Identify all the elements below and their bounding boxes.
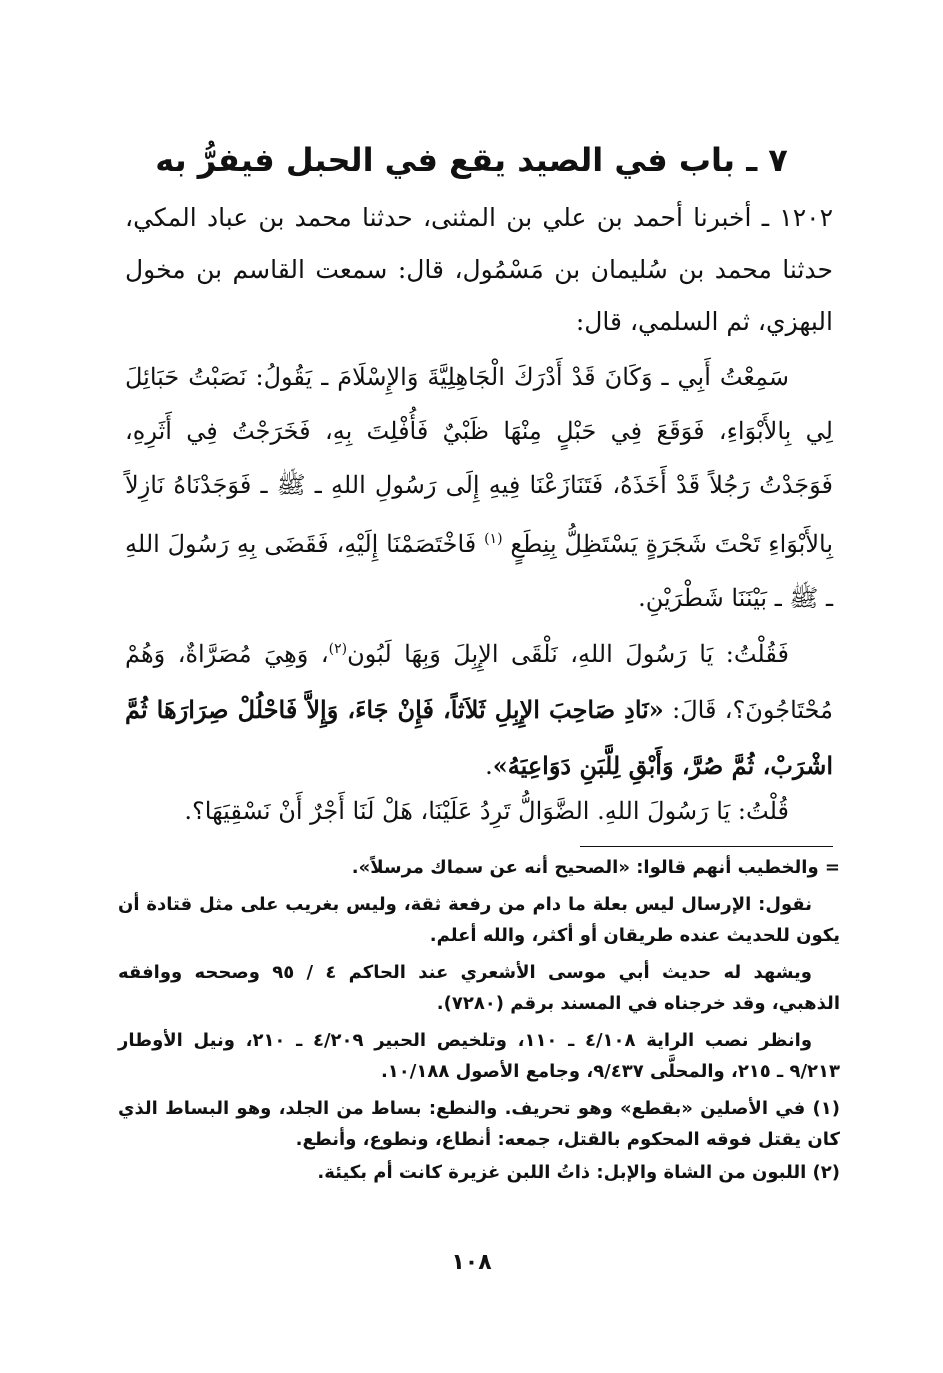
hadith-paragraph-1 [125, 350, 833, 625]
paragraph-2-end: . [485, 752, 493, 780]
paragraph-2-text [125, 622, 833, 794]
isnad-text: ١٢٠٢ ـ أخبرنا أحمد بن علي بن المثنى، حدثنا محمد بن عباد المكي، حدثنا محمد بن سُليمان بن مَسْمُول، قال: سمعت القاسم بن مخول البهزي، ثم السلمي، قال: [125, 203, 833, 336]
paragraph-1-text [125, 350, 833, 625]
footnote-2: (٢) اللبون من الشاة والإبل: ذاتُ اللبن غزيرة كانت أم بكيئة. [317, 1162, 840, 1183]
footnote-divider [580, 846, 833, 847]
paragraph-3-text: قُلْتُ: يَا رَسُولَ اللهِ. الضَّوَالُّ تَرِدُ عَلَيْنَا، هَلْ لَنَا أَجْرٌ أَنْ نَسْقِيَهَا؟. [184, 797, 789, 825]
paragraph-2-part-a: فَقُلْتُ: يَا رَسُولَ اللهِ، نَلْقَى الإِبِلَ وَبِهَا لَبُون [347, 640, 789, 668]
paragraph-2-part-b: ، وَهِيَ مُصَرَّاةٌ، وَهُمْ مُحْتَاجُونَ؟، قَالَ: [125, 640, 833, 724]
footnote-ref-1: (١) [484, 531, 503, 547]
paragraph-1-part-a: سَمِعْتُ أَبِي ـ وَكَانَ قَدْ أَدْرَكَ الْجَاهِلِيَّةَ وَالإِسْلَامَ ـ يَقُولُ: نَصَبْتُ حَبَائِلَ لِي بِالأَبْوَاءِ، فَوَقَعَ فِي حَبْلٍ مِنْهَا ظَبْيٌ فَأُفْلِتَ بِهِ، فَخَرَجْتُ فِي أَثَرِهِ، فَوَجَدْتُ رَجُلاً قَدْ أَخَذَهُ، فَتَنَازَعْنَا فِيهِ إِلَى رَسُولِ اللهِ ـ ﷺ ـ فَوَجَدْنَاهُ نَازِلاً بِالأَبْوَاءِ تَحْتَ شَجَرَةٍ يَسْتَظِلُّ بِنِطَعٍ [125, 363, 833, 558]
paragraph-1-part-b: فَاخْتَصَمْنَا إِلَيْهِ، فَقَضَى بِهِ رَسُولَ اللهِ ـ ﷺ ـ بَيْنَنَا شَطْرَيْنِ. [125, 530, 833, 612]
hadith-paragraph-2 [125, 622, 833, 794]
note-paragraph-3: وانظر نصب الراية ٤/١٠٨ ـ ١١٠، وتلخيص الحبير ٤/٢٠٩ ـ ٢١٠، ونيل الأوطار ٩/٢١٣ ـ ٢١٥، والمحلَّى ٩/٤٣٧، وجامع الأصول ١٠/١٨٨. [118, 1030, 840, 1082]
note-paragraph-2: ويشهد له حديث أبي موسى الأشعري عند الحاكم ٤ / ٩٥ وصححه ووافقه الذهبي، وقد خرجناه في المسند برقم (٧٢٨٠). [118, 962, 840, 1014]
hadith-isnad [125, 192, 833, 348]
hadith-paragraph-3 [125, 784, 833, 839]
footnotes [118, 852, 840, 1190]
note-paragraph-1: نقول: الإرسال ليس بعلة ما دام من رفعة ثقة، وليس بغريب على مثل قتادة أن يكون للحديث عنده طريقان أو أكثر، والله أعلم. [118, 894, 840, 946]
footnote-1: (١) في الأصلين «بقطع» وهو تحريف. والنطع: بساط من الجلد، وهو البساط الذي كان يقتل فوقه المحكوم بالقتل، جمعه: أنطاع، ونطوع، وأنطع. [118, 1098, 840, 1150]
page-number: ١٠٨ [451, 1250, 492, 1275]
footnote-ref-2: (٢) [328, 641, 348, 657]
chapter-title: ٧ ـ باب في الصيد يقع في الحبل فيفرُّ به [155, 141, 788, 179]
note-continuation: = والخطيب أنهم قالوا: «الصحيح أنه عن سماك مرسلاً». [351, 857, 840, 878]
prophetic-saying: «نَادِ صَاحِبَ الإِبِلِ ثَلاَثاً، فَإِنْ جَاءَ، وَإِلاَّ فَاحْلُلْ صِرَارَهَا ثُمَّ اشْرَبْ، ثُمَّ صُرَّ، وَأَبْقِ لِلَّبَنِ دَوَاعِيَهُ» [125, 695, 833, 780]
